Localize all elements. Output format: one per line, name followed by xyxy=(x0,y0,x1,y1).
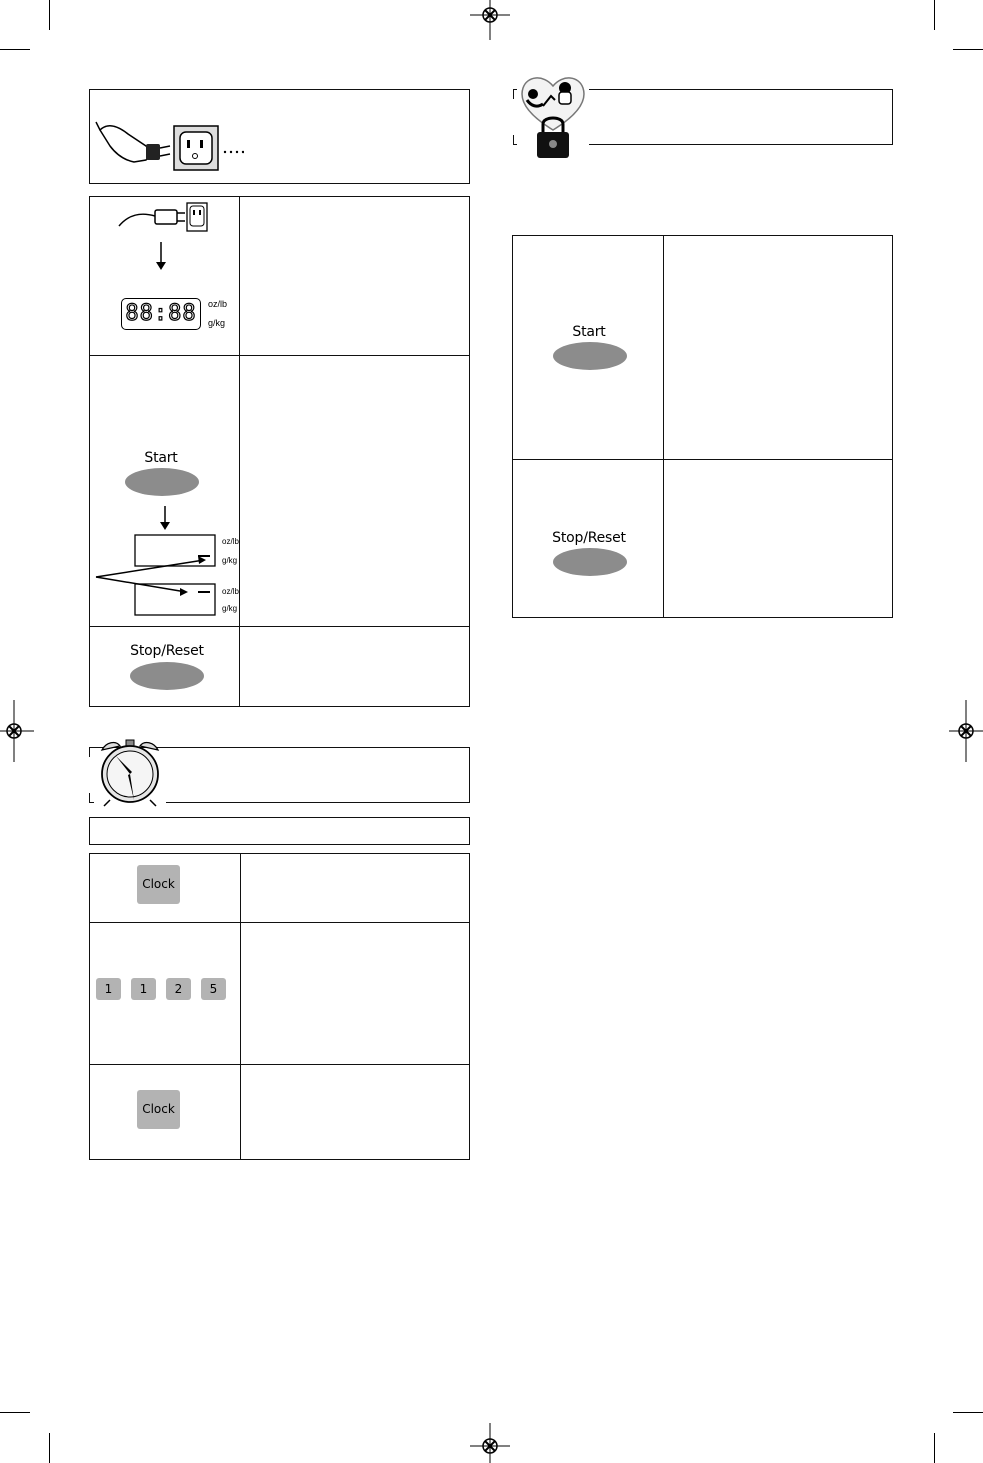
alarm-clock-icon xyxy=(94,738,166,808)
unit-oz-lb: oz/lb xyxy=(208,299,228,309)
child-lock-icon xyxy=(517,70,589,162)
registration-mark-top-icon xyxy=(462,0,522,44)
unit-oz-lb-2: oz/lb xyxy=(222,537,239,546)
clock-button-2[interactable]: Clock xyxy=(137,1090,180,1129)
number-key-5[interactable]: 5 xyxy=(201,978,226,1000)
stop-reset-button-label: Stop/Reset xyxy=(130,643,204,659)
unit-g-kg-2: g/kg xyxy=(222,556,238,565)
number-key-2[interactable]: 2 xyxy=(166,978,191,1000)
clock-subheader xyxy=(89,817,470,845)
start-button-label-2: Start xyxy=(572,324,606,340)
stop-reset-button-2[interactable] xyxy=(553,548,627,576)
start-button-2[interactable] xyxy=(553,342,627,370)
registration-mark-left-icon xyxy=(0,700,36,762)
number-key-1b[interactable]: 1 xyxy=(131,978,156,1000)
unit-oz-lb-3: oz/lb xyxy=(222,587,239,596)
display-arrows-icon xyxy=(90,500,240,625)
number-key-1[interactable]: 1 xyxy=(96,978,121,1000)
start-button[interactable] xyxy=(125,468,199,496)
stop-reset-button-label-2: Stop/Reset xyxy=(552,530,626,546)
clock-button[interactable]: Clock xyxy=(137,865,180,904)
plug-in-outlet-icon xyxy=(94,100,244,175)
start-button-label: Start xyxy=(144,450,178,466)
unit-g-kg-3: g/kg xyxy=(222,604,238,613)
power-on-header xyxy=(89,89,470,184)
stop-reset-button[interactable] xyxy=(130,662,204,690)
unit-g-kg: g/kg xyxy=(208,318,226,328)
registration-mark-bottom-icon xyxy=(462,1420,522,1463)
display-digits: 88:88 xyxy=(125,301,197,326)
led-display xyxy=(121,298,201,330)
registration-mark-right-icon xyxy=(947,700,983,762)
